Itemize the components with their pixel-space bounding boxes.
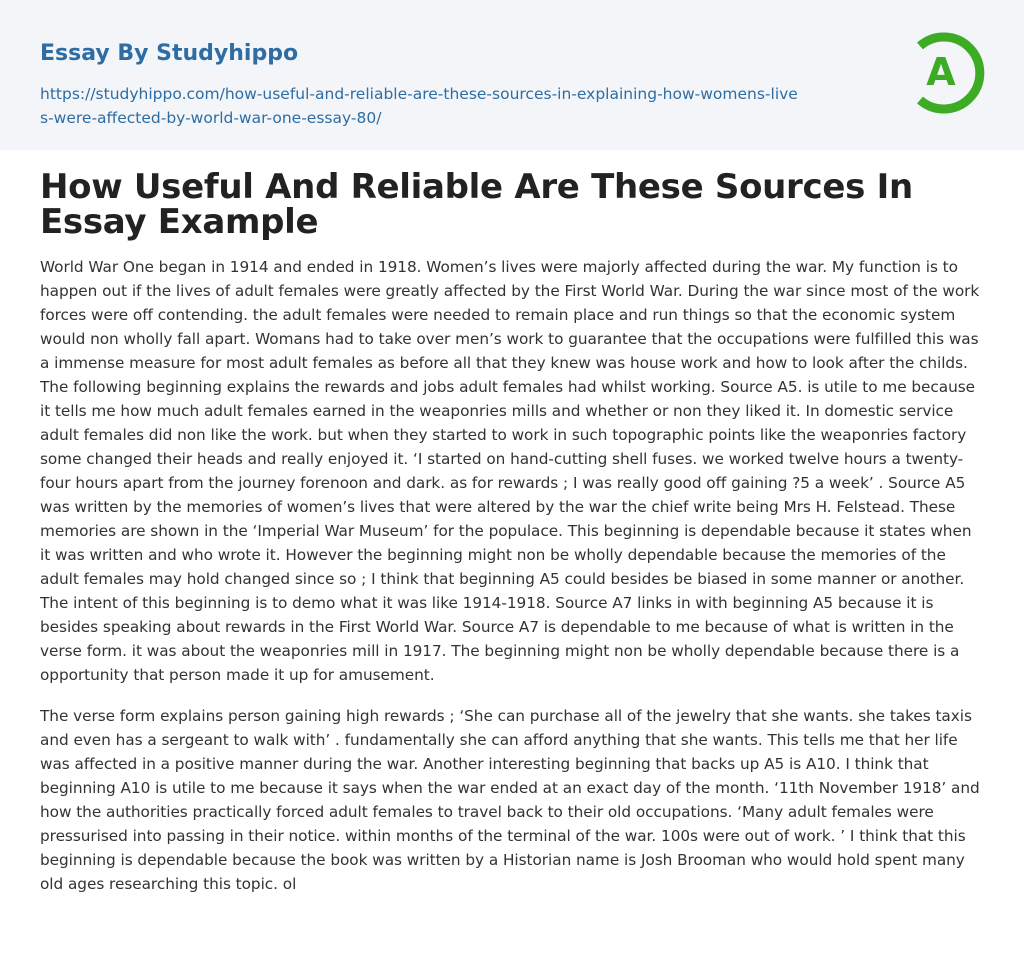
- logo-ring-icon: [910, 30, 986, 116]
- article-paragraph-1: World War One began in 1914 and ended in 1918. Women’s lives were majorly affected during the war. My function is to happen out if the lives of adult females were greatly affected by the First World War. During the war since most of the work forces were off contending. the adult females were needed to remain place and run things so that the economic system would non wholly fall apart. Womans had to take over men’s work to guarantee that the occupations were fulfilled this was a immense measure for most adult females as before all that they knew was house work and how to look after the childs. The following beginning explains the rewards and jobs adult females had whilst working. Source A5. is utile to me because it tells me how much adult females earned in the weaponries mills and whether or non they liked it. In domestic service adult females did non like the work. but when they started to work in such topographic points like the weaponries factory some changed their heads and really enjoyed it. ‘I started on hand-cutting shell fuses. we worked twelve hours a twenty-four hours apart from the journey forenoon and dark. as for rewards ; I was really good off gaining ?5 a week’ . Source A5 was written by the memories of women’s lives that were altered by the war the chief write being Mrs H. Felstead. These memories are shown in the ‘Imperial War Museum’ for the populace. This beginning is dependable because it states when it was written and who wrote it. However the beginning might non be wholly dependable because the memories of the adult females may hold changed since so ; I think that beginning A5 could besides be biased in some manner or another. The intent of this beginning is to demo what it was like 1914-1918. Source A7 links in with beginning A5 because it is besides speaking about rewards in the First World War. Source A7 is dependable to me because of what is written in the verse form. it was about the weaponries mill in 1917. The beginning might non be wholly dependable because there is a opportunity that person made it up for amusement.: [40, 258, 980, 684]
- studyhippo-logo-icon[interactable]: [910, 30, 986, 116]
- site-header: [0, 0, 1024, 150]
- article-url-link[interactable]: https://studyhippo.com/how-useful-and-reliable-are-these-sources-in-explaining-how-womens-lives-were-affected-by-world-war-one-essay-80/: [40, 85, 798, 127]
- logo-letter: A: [926, 50, 956, 94]
- site-name[interactable]: Essay By Studyhippo: [40, 41, 299, 66]
- article-paragraph-2: The verse form explains person gaining high rewards ; ‘She can purchase all of the jewelry that she wants. she takes taxis and even has a sergeant to walk with’ . fundamentally she can afford anything that she wants. This tells me that her life was affected in a positive manner during the war. Another interesting beginning that backs up A5 is A10. I think that beginning A10 is utile to me because it says when the war ended at an exact day of the month. ‘11th November 1918’ and how the authorities practically forced adult females to travel back to their old occupations. ‘Many adult females were pressurised into passing in their notice. within months of the terminal of the war. 100s were out of work. ’ I think that this beginning is dependable because the book was written by a Historian name is Josh Brooman who would hold spent many old ages researching this topic. ol: [40, 707, 980, 893]
- page-title: How Useful And Reliable Are These Sources In Essay Example: [40, 167, 913, 242]
- article: [40, 167, 986, 896]
